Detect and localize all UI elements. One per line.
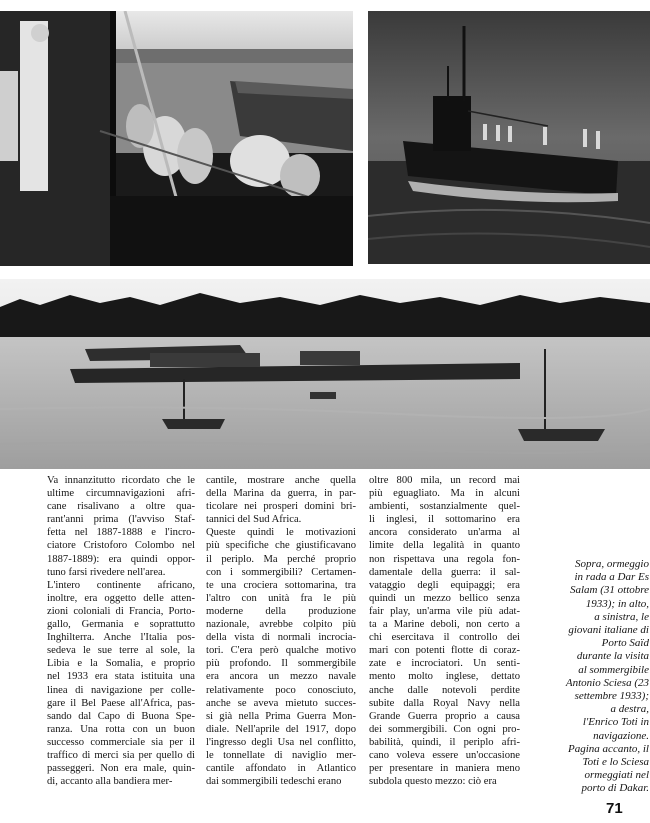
text-line: mento molto inglese, dettato [369,671,520,683]
text-line: cano voleva essere un'occasione [369,749,520,761]
text-line: di, accanto alla bandiera mer- [47,776,173,788]
text-line: più eguagliato. Ma in alcuni [369,488,520,500]
caption-line: Sopra, ormeggio [575,558,649,570]
text-column-3 [369,474,520,788]
text-line: moderne della produzione [206,605,356,617]
text-line: Queste quindi le motivazioni [206,527,356,539]
caption-line: Toti e lo Sciesa [582,756,649,769]
text-line: era ancora un mezzo navale [206,671,356,683]
text-line: fetta nel 1887-1888 e l'incro- [47,527,195,539]
text-line: quindi un mezzo bellico senza [369,592,520,604]
text-line: Libia e la Somalia, e proprio [47,658,195,670]
text-line: fair play, un'arma vile più adat- [369,605,520,617]
text-line: tuno farsi rivedere nell'area. [47,566,166,578]
text-line: gallo, Germania e soprattutto [47,619,195,631]
text-line: damentale della guerra: il sal- [369,566,520,578]
text-line: Grande Guerra proprio a causa [369,710,520,722]
text-line: subdola questo mezzo: ciò era [369,776,497,788]
text-line: Va innanzitutto ricordato che le [47,475,195,486]
text-line: cane risalivano a oltre qua- [47,501,195,513]
text-line: zioni coloniali di Francia, Porto- [47,605,195,617]
text-line: anche se aveva mietuto succes- [206,697,356,709]
caption-line: Antonio Sciesa (23 [565,676,649,689]
text-line: cantile, mostrare anche quella [206,475,356,486]
page-number: 71 [606,800,623,817]
text-line: tannici del Sud Africa. [206,514,302,526]
text-line: zate e incrociatori. Un senti- [369,658,520,670]
text-line: te una crociera sottomarina, tra [206,579,356,591]
photo-caption [527,558,649,796]
text-line: l'ingresso degli Usa nel conflitto, [206,736,356,748]
text-line: con i sommergibili? Certamen- [206,566,356,578]
text-line: sedeva le sue terre al sole, la [47,645,195,657]
text-line: rant'anni prima (l'avviso Staf- [47,514,195,526]
caption-line: settembre 1933); [574,690,649,703]
caption-line: ormeggiati nel [584,769,649,782]
text-line: si già nella Prima Guerra Mon- [206,710,356,722]
text-line: per presentare in maniera meno [369,763,520,775]
text-line: più specifiche che giustificavano [206,540,356,552]
text-line: linea di navigazione per colle- [47,684,195,696]
text-line: mari con potenti flotte di coraz- [369,645,520,657]
text-column-2 [206,474,356,788]
text-line: ticolare nei prosperi domini bri- [206,501,356,513]
text-line: vataggio degli equipaggi; era [369,579,520,591]
text-line: ultime circumnavigazioni afri- [47,488,195,500]
text-line: traffico di merci sia per quello di [47,749,195,761]
caption-line: in rada a Dar Es [574,571,649,584]
text-line: L'intero continente africano, [47,579,195,591]
text-line: tori. C'era però qualche motivo [206,645,356,657]
text-line: subite dalla Royal Navy nella [369,697,520,709]
caption-line: 1933); in alto, [585,597,649,610]
text-line: gare il Bel Paese all'Africa, pas- [47,697,195,709]
caption-line: navigazione. [593,729,649,742]
text-line: Inghilterra. Anche l'Italia pos- [47,632,195,644]
text-line: oltre 800 mila, un record mai [369,475,520,486]
text-line: relativamente poco conosciuto, [206,684,356,696]
text-line: diale. Nell'aprile del 1917, dopo [206,723,356,735]
text-line: sando dal Capo di Buona Spe- [47,710,195,722]
harbor-anchorage-photo [0,279,650,469]
text-line: della Marina da guerra, in par- [206,488,356,500]
text-line: ranza. Una rotta con un buon [47,723,195,735]
caption-line: Pagina accanto, il [568,742,649,755]
text-line: ta a Marine deboli, non certo a [369,619,520,631]
caption-line: a sinistra, le [594,610,649,623]
text-column-1 [47,474,195,788]
text-line: ciatore Cristoforo Colombo nel [47,540,195,552]
caption-line: durante la visita [576,650,649,663]
text-line: chi esercitava il controllo dei [369,632,520,644]
text-line: ancora considerato un'arma al [369,527,520,539]
text-line: 1887-1889): era quindi oppor- [47,553,195,565]
text-line: babilità, quindi, il periplo afri- [369,736,520,748]
text-line: passeggeri. Non era male, quin- [47,763,195,775]
caption-line: al sommergibile [578,663,649,676]
text-line: ambienti, sostanzialmente quel- [369,501,520,513]
text-line: più profondo. Il sommergibile [206,658,356,670]
text-line: successo commerciale sia per il [47,736,195,748]
caption-line: a destra, [610,703,649,716]
caption-line: porto di Dakar. [581,782,649,795]
text-line: il periplo. Ma perché proprio [206,553,356,565]
caption-line: Salam (31 ottobre [569,584,649,597]
deck-crew-photo [0,11,353,266]
text-line: le tonnellate di naviglio mer- [206,749,356,761]
text-line: limite della legalità in quanto [369,540,520,552]
text-line: dei sommergibili. Con ogni pro- [369,723,520,735]
caption-line: giovani italiane di [568,624,649,637]
text-line: li inglesi, il sottomarino era [369,514,520,526]
text-line: nel 1933 era stata istituita una [47,671,195,683]
text-line: nazionale, avrebbe colpito più [206,619,356,631]
submarine-at-sea-photo [368,11,650,264]
text-line: anche dalle notevoli perdite [369,684,520,696]
text-line: dai sommergibili tedeschi erano [206,776,342,788]
text-line: non rispettava una regola fon- [369,553,520,565]
text-line: inoltre, era oggetto delle atten- [47,592,195,604]
caption-line: Porto Saïd [601,637,649,650]
caption-line: l'Enrico Toti in [582,716,649,729]
text-line: della vista di normali incrocia- [206,632,356,644]
text-line: l'altro con unità fra le più [206,592,356,604]
text-line: cantile affondato in Atlantico [206,763,356,775]
